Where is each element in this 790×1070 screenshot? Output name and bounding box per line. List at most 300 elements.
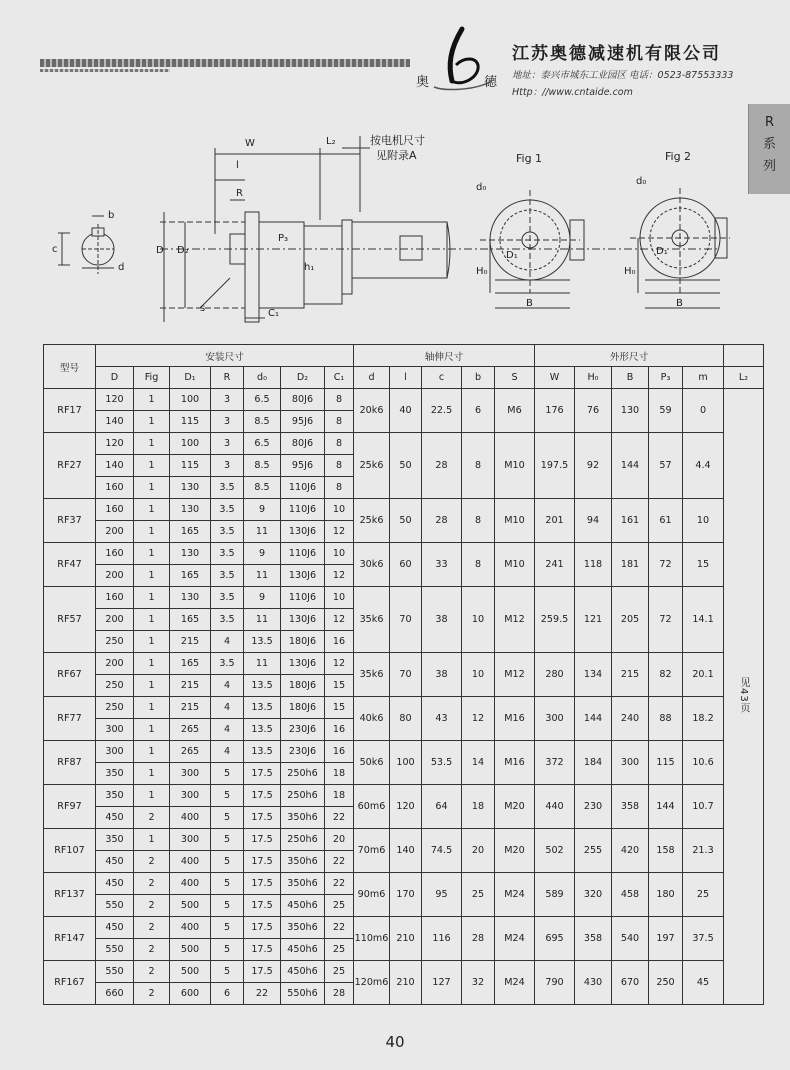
install-cell: 17.5 (244, 763, 281, 785)
install-cell: 165 (170, 565, 211, 587)
install-cell: 3.5 (211, 521, 244, 543)
install-cell: 110J6 (281, 543, 325, 565)
install-cell: 5 (211, 939, 244, 961)
outline-cell: 300 (535, 697, 575, 741)
outline-cell: 45 (683, 961, 724, 1005)
outline-cell: 241 (535, 543, 575, 587)
install-cell: 16 (325, 741, 354, 763)
shaft-cell: M12 (495, 653, 535, 697)
shaft-cell: M16 (495, 697, 535, 741)
install-cell: 160 (96, 499, 134, 521)
install-cell: 130 (170, 477, 211, 499)
install-cell: 10 (325, 587, 354, 609)
install-cell: 17.5 (244, 873, 281, 895)
install-cell: 13.5 (244, 631, 281, 653)
dim-w-label: W (245, 138, 255, 149)
install-cell: 250h6 (281, 829, 325, 851)
install-cell: 5 (211, 895, 244, 917)
install-cell: 1 (134, 697, 170, 719)
outline-cell: 21.3 (683, 829, 724, 873)
install-cell: 8 (325, 455, 354, 477)
install-cell: 18 (325, 763, 354, 785)
shaft-cell: 10 (462, 587, 495, 653)
install-cell: 130J6 (281, 609, 325, 631)
install-cell: 8 (325, 389, 354, 411)
install-cell: 1 (134, 389, 170, 411)
outline-cell: 82 (649, 653, 683, 697)
outline-cell: 115 (649, 741, 683, 785)
install-cell: 2 (134, 851, 170, 873)
series-tab (748, 104, 790, 194)
install-cell: 5 (211, 785, 244, 807)
outline-cell: 176 (535, 389, 575, 433)
shaft-cell: 20k6 (354, 389, 390, 433)
column-header: W (535, 367, 575, 389)
model-cell: RF107 (44, 829, 96, 873)
install-cell: 5 (211, 829, 244, 851)
install-cell: 1 (134, 763, 170, 785)
model-cell: RF17 (44, 389, 96, 433)
shaft-cell: 70 (390, 587, 422, 653)
install-cell: 3.5 (211, 653, 244, 675)
dimension-table (43, 344, 764, 1005)
outline-cell: 15 (683, 543, 724, 587)
install-cell: 300 (170, 829, 211, 851)
dim-l2-label: L₂ (326, 136, 336, 147)
drawing-svg (40, 128, 750, 338)
install-cell: 8.5 (244, 477, 281, 499)
outline-cell: 25 (683, 873, 724, 917)
install-cell: 25 (325, 939, 354, 961)
install-cell: 2 (134, 961, 170, 983)
install-cell: 115 (170, 455, 211, 477)
shaft-cell: 40k6 (354, 697, 390, 741)
install-cell: 3.5 (211, 609, 244, 631)
table-row (44, 543, 764, 565)
fig1-h0-label: H₀ (476, 266, 488, 277)
column-header: R (211, 367, 244, 389)
series-tab-char: R (764, 115, 775, 130)
shaft-cell: M12 (495, 587, 535, 653)
install-cell: 3.5 (211, 477, 244, 499)
shaft-cell: 64 (422, 785, 462, 829)
install-cell: 18 (325, 785, 354, 807)
install-cell: 660 (96, 983, 134, 1005)
shaft-cell: 60m6 (354, 785, 390, 829)
install-cell: 22 (325, 917, 354, 939)
outline-cell: 230 (575, 785, 612, 829)
install-cell: 2 (134, 917, 170, 939)
shaft-cell: 28 (422, 499, 462, 543)
install-cell: 115 (170, 411, 211, 433)
shaft-cell: 33 (422, 543, 462, 587)
outline-cell: 358 (612, 785, 649, 829)
dim-d-label: D (156, 245, 164, 256)
table-row (44, 389, 764, 411)
outline-cell: 180 (649, 873, 683, 917)
install-cell: 130J6 (281, 653, 325, 675)
install-cell: 8.5 (244, 455, 281, 477)
shaft-cell: 80 (390, 697, 422, 741)
header-blank (724, 345, 764, 367)
install-cell: 11 (244, 565, 281, 587)
outline-cell: 61 (649, 499, 683, 543)
install-cell: 1 (134, 631, 170, 653)
install-cell: 12 (325, 609, 354, 631)
install-cell: 230J6 (281, 719, 325, 741)
outline-cell: 59 (649, 389, 683, 433)
shaft-cell: 100 (390, 741, 422, 785)
install-cell: 15 (325, 675, 354, 697)
outline-cell: 57 (649, 433, 683, 499)
install-cell: 400 (170, 807, 211, 829)
company-info (512, 39, 733, 98)
model-cell: RF77 (44, 697, 96, 741)
table-row (44, 873, 764, 895)
header-stripe (40, 59, 410, 67)
outline-cell: 130 (612, 389, 649, 433)
install-cell: 13.5 (244, 719, 281, 741)
model-cell: RF27 (44, 433, 96, 499)
install-cell: 450h6 (281, 939, 325, 961)
outline-cell: 121 (575, 587, 612, 653)
install-cell: 11 (244, 653, 281, 675)
install-cell: 1 (134, 565, 170, 587)
column-header: D (96, 367, 134, 389)
install-cell: 16 (325, 631, 354, 653)
shaft-cell: 120 (390, 785, 422, 829)
table-row (44, 741, 764, 763)
outline-cell: 197 (649, 917, 683, 961)
install-cell: 110J6 (281, 499, 325, 521)
column-header: D₁ (170, 367, 211, 389)
model-cell: RF137 (44, 873, 96, 917)
shaft-cell: 50 (390, 499, 422, 543)
outline-cell: 320 (575, 873, 612, 917)
model-cell: RF37 (44, 499, 96, 543)
shaft-cell: 50k6 (354, 741, 390, 785)
dim-s-label: s (200, 303, 206, 314)
company-logo (414, 25, 506, 95)
install-cell: 17.5 (244, 785, 281, 807)
outline-cell: 158 (649, 829, 683, 873)
install-cell: 13.5 (244, 741, 281, 763)
install-cell: 4 (211, 741, 244, 763)
technical-drawing (40, 128, 750, 338)
install-cell: 9 (244, 543, 281, 565)
header-outline: 外形尺寸 (535, 345, 724, 367)
install-cell: 1 (134, 587, 170, 609)
install-cell: 95J6 (281, 455, 325, 477)
install-cell: 180J6 (281, 697, 325, 719)
logo-char-left: 奥 (416, 75, 430, 90)
install-cell: 550 (96, 895, 134, 917)
shaft-cell: 90m6 (354, 873, 390, 917)
outline-cell: 430 (575, 961, 612, 1005)
shaft-cell: 22.5 (422, 389, 462, 433)
install-cell: 165 (170, 653, 211, 675)
install-cell: 1 (134, 741, 170, 763)
logo-char-right: 德 (484, 75, 498, 90)
install-cell: 17.5 (244, 961, 281, 983)
install-cell: 12 (325, 565, 354, 587)
table-row (44, 587, 764, 609)
column-header: d (354, 367, 390, 389)
shaft-cell: M10 (495, 543, 535, 587)
shaft-cell: 210 (390, 917, 422, 961)
fig2-d1-label: D₁ (656, 246, 668, 257)
table-row (44, 917, 764, 939)
shaft-cell: M16 (495, 741, 535, 785)
column-header: P₃ (649, 367, 683, 389)
dim-l-label: l (236, 160, 239, 171)
fig1-b-label: B (526, 298, 533, 309)
shaft-cell: 116 (422, 917, 462, 961)
install-cell: 9 (244, 499, 281, 521)
outline-cell: 540 (612, 917, 649, 961)
dim-d-shaft-label: d (118, 262, 125, 273)
install-cell: 4 (211, 631, 244, 653)
install-cell: 17.5 (244, 851, 281, 873)
install-cell: 1 (134, 521, 170, 543)
l2-note-cell (724, 389, 764, 1005)
install-cell: 160 (96, 477, 134, 499)
outline-cell: 94 (575, 499, 612, 543)
dim-b-label: b (108, 210, 115, 221)
outline-cell: 144 (612, 433, 649, 499)
install-cell: 5 (211, 961, 244, 983)
install-cell: 2 (134, 873, 170, 895)
shaft-cell: 25k6 (354, 499, 390, 543)
outline-cell: 134 (575, 653, 612, 697)
install-cell: 215 (170, 675, 211, 697)
install-cell: 22 (325, 873, 354, 895)
install-cell: 25 (325, 961, 354, 983)
install-cell: 4 (211, 719, 244, 741)
install-cell: 500 (170, 961, 211, 983)
install-cell: 3.5 (211, 587, 244, 609)
install-cell: 1 (134, 411, 170, 433)
outline-cell: 18.2 (683, 697, 724, 741)
motor-note-2: 见附录A (376, 149, 417, 162)
install-cell: 22 (244, 983, 281, 1005)
install-cell: 250 (96, 675, 134, 697)
shaft-cell: 28 (422, 433, 462, 499)
install-cell: 450h6 (281, 961, 325, 983)
install-cell: 350h6 (281, 851, 325, 873)
column-header: D₂ (281, 367, 325, 389)
install-cell: 200 (96, 521, 134, 543)
shaft-cell: 60 (390, 543, 422, 587)
column-header: Fig (134, 367, 170, 389)
install-cell: 160 (96, 587, 134, 609)
install-cell: 250 (96, 697, 134, 719)
table-row (44, 829, 764, 851)
company-website: Http：//www.cntaide.com (512, 87, 633, 98)
shaft-cell: 70m6 (354, 829, 390, 873)
outline-cell: 240 (612, 697, 649, 741)
install-cell: 350h6 (281, 807, 325, 829)
install-cell: 110J6 (281, 587, 325, 609)
outline-cell: 0 (683, 389, 724, 433)
column-header: H₀ (575, 367, 612, 389)
shaft-cell: 53.5 (422, 741, 462, 785)
outline-cell: 181 (612, 543, 649, 587)
install-cell: 1 (134, 675, 170, 697)
install-cell: 165 (170, 521, 211, 543)
install-cell: 17.5 (244, 807, 281, 829)
outline-cell: 161 (612, 499, 649, 543)
shaft-cell: 127 (422, 961, 462, 1005)
shaft-cell: 28 (462, 917, 495, 961)
dim-p3-label: P₃ (278, 233, 289, 244)
column-header: S (495, 367, 535, 389)
model-cell: RF67 (44, 653, 96, 697)
outline-cell: 14.1 (683, 587, 724, 653)
outline-cell: 144 (649, 785, 683, 829)
install-cell: 5 (211, 851, 244, 873)
install-cell: 13.5 (244, 675, 281, 697)
install-cell: 400 (170, 851, 211, 873)
install-cell: 6 (211, 983, 244, 1005)
install-cell: 9 (244, 587, 281, 609)
outline-cell: 10.7 (683, 785, 724, 829)
install-cell: 165 (170, 609, 211, 631)
shaft-cell: 25k6 (354, 433, 390, 499)
header-shaft: 轴伸尺寸 (354, 345, 535, 367)
install-cell: 180J6 (281, 631, 325, 653)
page-number: 40 (385, 1033, 405, 1051)
model-cell: RF87 (44, 741, 96, 785)
install-cell: 500 (170, 895, 211, 917)
company-name: 江苏奥德减速机有限公司 (512, 44, 721, 64)
fig1-label: Fig 1 (516, 152, 543, 165)
install-cell: 1 (134, 719, 170, 741)
install-cell: 3.5 (211, 565, 244, 587)
outline-cell: 72 (649, 543, 683, 587)
outline-cell: 280 (535, 653, 575, 697)
install-cell: 450 (96, 873, 134, 895)
shaft-cell: 38 (422, 587, 462, 653)
install-cell: 300 (96, 719, 134, 741)
model-cell: RF147 (44, 917, 96, 961)
shaft-cell: 25 (462, 873, 495, 917)
install-cell: 400 (170, 873, 211, 895)
install-cell: 5 (211, 763, 244, 785)
outline-cell: 255 (575, 829, 612, 873)
install-cell: 160 (96, 543, 134, 565)
table-row (44, 433, 764, 455)
shaft-cell: 18 (462, 785, 495, 829)
series-tab-char: 系 (762, 137, 776, 152)
install-cell: 250h6 (281, 785, 325, 807)
shaft-cell: 12 (462, 697, 495, 741)
outline-cell: 358 (575, 917, 612, 961)
shaft-cell: 110m6 (354, 917, 390, 961)
outline-cell: 589 (535, 873, 575, 917)
shaft-cell: 50 (390, 433, 422, 499)
install-cell: 3 (211, 455, 244, 477)
install-cell: 1 (134, 477, 170, 499)
install-cell: 12 (325, 653, 354, 675)
dim-c-label: c (52, 244, 58, 255)
outline-cell: 440 (535, 785, 575, 829)
outline-cell: 72 (649, 587, 683, 653)
install-cell: 80J6 (281, 433, 325, 455)
install-cell: 120 (96, 389, 134, 411)
outline-cell: 259.5 (535, 587, 575, 653)
install-cell: 17.5 (244, 829, 281, 851)
outline-cell: 420 (612, 829, 649, 873)
install-cell: 250 (96, 631, 134, 653)
install-cell: 180J6 (281, 675, 325, 697)
dim-r-label: R (236, 188, 243, 199)
company-address: 地址：泰兴市城东工业园区 电话：0523-87553333 (512, 70, 734, 81)
install-cell: 5 (211, 807, 244, 829)
shaft-cell: 8 (462, 499, 495, 543)
shaft-cell: 43 (422, 697, 462, 741)
shaft-cell: 20 (462, 829, 495, 873)
model-cell: RF97 (44, 785, 96, 829)
shaft-cell: M10 (495, 499, 535, 543)
column-header: l (390, 367, 422, 389)
install-cell: 130J6 (281, 565, 325, 587)
dim-h1-label: h₁ (304, 262, 315, 273)
install-cell: 10 (325, 499, 354, 521)
install-cell: 450 (96, 917, 134, 939)
install-cell: 400 (170, 917, 211, 939)
shaft-cell: 95 (422, 873, 462, 917)
outline-cell: 215 (612, 653, 649, 697)
shaft-cell: 210 (390, 961, 422, 1005)
shaft-cell: M24 (495, 873, 535, 917)
table-row (44, 653, 764, 675)
shaft-cell: 70 (390, 653, 422, 697)
install-cell: 120 (96, 433, 134, 455)
table-body (44, 389, 764, 1005)
model-cell: RF47 (44, 543, 96, 587)
fig1-d1-label: D₁ (506, 250, 518, 261)
install-cell: 8.5 (244, 411, 281, 433)
install-cell: 12 (325, 521, 354, 543)
install-cell: 25 (325, 895, 354, 917)
install-cell: 350 (96, 785, 134, 807)
install-cell: 15 (325, 697, 354, 719)
install-cell: 3 (211, 433, 244, 455)
outline-cell: 197.5 (535, 433, 575, 499)
header-install: 安装尺寸 (96, 345, 354, 367)
column-header: d₀ (244, 367, 281, 389)
install-cell: 22 (325, 807, 354, 829)
outline-cell: 37.5 (683, 917, 724, 961)
outline-cell: 20.1 (683, 653, 724, 697)
outline-cell: 250 (649, 961, 683, 1005)
install-cell: 450 (96, 807, 134, 829)
l2-note: 见43页 (738, 676, 749, 714)
shaft-cell: M20 (495, 785, 535, 829)
install-cell: 100 (170, 433, 211, 455)
table-row (44, 961, 764, 983)
shaft-cell: 6 (462, 389, 495, 433)
column-header-row (44, 367, 764, 389)
outline-cell: 10 (683, 499, 724, 543)
install-cell: 1 (134, 829, 170, 851)
header-stripe-accent (40, 69, 170, 72)
install-cell: 6.5 (244, 389, 281, 411)
install-cell: 10 (325, 543, 354, 565)
outline-cell: 695 (535, 917, 575, 961)
install-cell: 3.5 (211, 543, 244, 565)
